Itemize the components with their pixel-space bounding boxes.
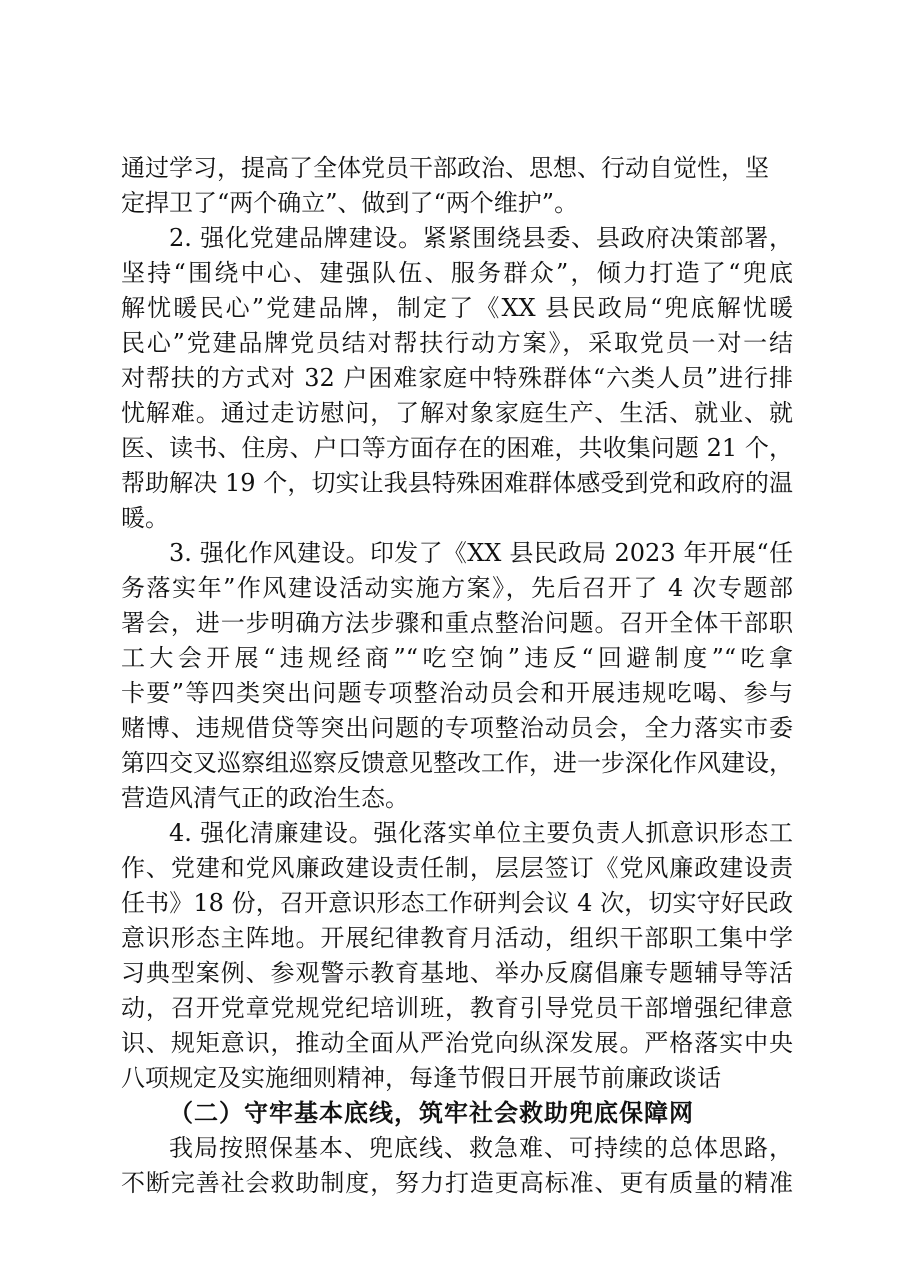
body-text-line: 卡要”等四类突出问题专项整治动员会和开展违规吃喝、参与 xyxy=(121,679,793,707)
paragraph-first-line: 3. 强化作风建设。印发了《XX 县民政局 2023 年开展“任 xyxy=(169,539,793,567)
body-text-line: 民心”党建品牌党员结对帮扶行动方案》，采取党员一对一结 xyxy=(121,329,793,357)
paragraph-first-line: 4. 强化清廉建设。强化落实单位主要负责人抓意识形态工 xyxy=(169,819,793,847)
body-text-line: 作、党建和党风廉政建设责任制，层层签订《党风廉政建设责 xyxy=(121,854,793,882)
body-text-line: 医、读书、住房、户口等方面存在的困难，共收集问题 21 个， xyxy=(121,434,793,462)
body-text-line: 暖。 xyxy=(121,504,169,532)
body-text-line: 不断完善社会救助制度，努力打造更高标准、更有质量的精准 xyxy=(121,1169,793,1197)
paragraph-first-line: 我局按照保基本、兜底线、救急难、可持续的总体思路， xyxy=(169,1134,793,1162)
section-heading: （二）守牢基本底线，筑牢社会救助兜底保障网 xyxy=(169,1098,694,1127)
body-text-line: 解忧暖民心”党建品牌，制定了《XX 县民政局“兜底解忧暖 xyxy=(121,294,793,322)
body-text-line: 通过学习，提高了全体党员干部政治、思想、行动自觉性，坚 xyxy=(121,154,769,182)
body-text-line: 忧解难。通过走访慰问，了解对象家庭生产、生活、就业、就 xyxy=(121,399,793,427)
body-text-line: 营造风清气正的政治生态。 xyxy=(121,784,409,812)
body-text-line: 署会，进一步明确方法步骤和重点整治问题。召开全体干部职 xyxy=(121,609,793,637)
body-text-line: 任书》18 份，召开意识形态工作研判会议 4 次，切实守好民政 xyxy=(121,889,793,917)
body-text-line: 赌博、违规借贷等突出问题的专项整治动员会，全力落实市委 xyxy=(121,714,793,742)
body-text-line: 八项规定及实施细则精神，每逢节假日开展节前廉政谈话 xyxy=(121,1064,721,1092)
body-text-line: 坚持“围绕中心、建强队伍、服务群众”，倾力打造了“兜底 xyxy=(121,259,793,287)
paragraph-first-line: 2. 强化党建品牌建设。紧紧围绕县委、县政府决策部署， xyxy=(169,224,793,252)
body-text-line: 务落实年”作风建设活动实施方案》，先后召开了 4 次专题部 xyxy=(121,574,793,602)
body-text-line: 习典型案例、参观警示教育基地、举办反腐倡廉专题辅导等活 xyxy=(121,959,793,987)
body-text-line: 意识形态主阵地。开展纪律教育月活动，组织干部职工集中学 xyxy=(121,924,793,952)
body-text-line: 第四交叉巡察组巡察反馈意见整改工作，进一步深化作风建设， xyxy=(121,749,793,777)
body-text-line: 对帮扶的方式对 32 户困难家庭中特殊群体“六类人员”进行排 xyxy=(121,364,793,392)
body-text-line: 帮助解决 19 个，切实让我县特殊困难群体感受到党和政府的温 xyxy=(121,469,793,497)
body-text-line: 工大会开展“违规经商”“吃空饷”违反“回避制度”“吃拿 xyxy=(121,644,793,672)
body-text-line: 识、规矩意识，推动全面从严治党向纵深发展。严格落实中央 xyxy=(121,1029,793,1057)
body-text-line: 定捍卫了“两个确立”、做到了“两个维护”。 xyxy=(121,189,579,217)
body-text-line: 动，召开党章党规党纪培训班，教育引导党员干部增强纪律意 xyxy=(121,994,793,1022)
